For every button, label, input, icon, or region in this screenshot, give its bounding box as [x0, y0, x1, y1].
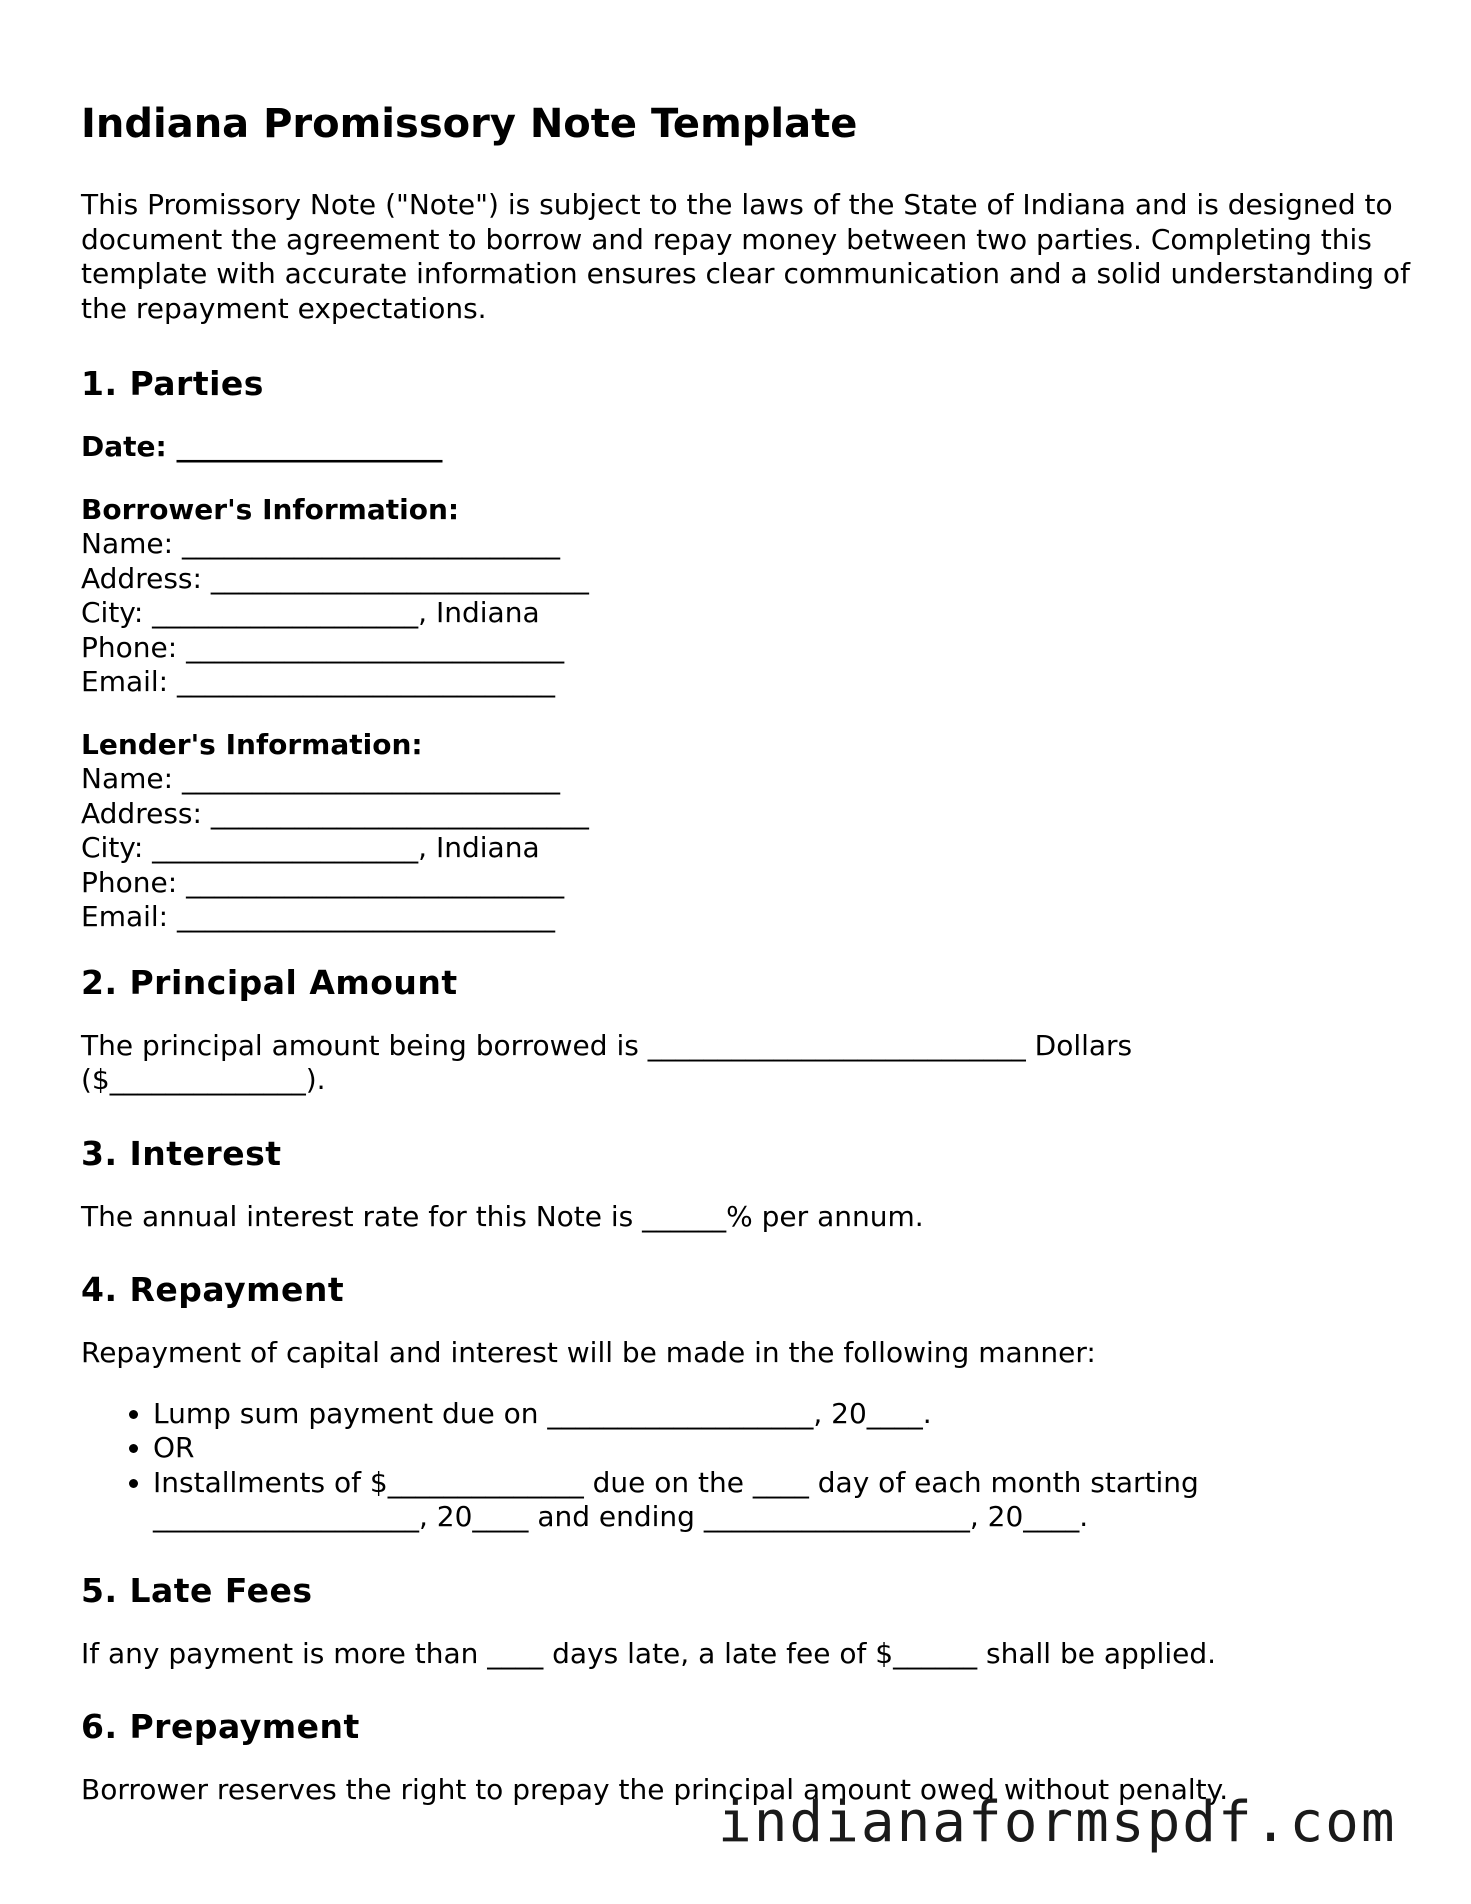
lender-heading: Lender's Information: [81, 727, 423, 761]
page-title: Indiana Promissory Note Template [81, 101, 858, 147]
principal-paragraph [81, 1029, 1411, 1098]
principal-line-1: The principal amount being borrowed is ___________________________ Dollars [81, 1028, 1133, 1062]
borrower-address-field: Address: ___________________________ [81, 561, 589, 595]
list-item: • OR [153, 1431, 1411, 1466]
lender-city-field: City: ___________________, Indiana [81, 831, 540, 864]
section-heading-parties: 1. Parties [81, 364, 264, 403]
section-heading-repayment: 4. Repayment [81, 1270, 345, 1309]
principal-line-2: ($______________). [81, 1063, 326, 1096]
lender-info-block [81, 728, 1411, 935]
date-field: Date: ___________________ [81, 430, 443, 463]
list-item: • Lump sum payment due on ___________________, 20____. [153, 1397, 1411, 1432]
borrower-email-field: Email: ___________________________ [81, 665, 556, 698]
lender-email-field: Email: ___________________________ [81, 900, 556, 933]
section-heading-interest: 3. Interest [81, 1133, 282, 1173]
repayment-paragraph: Repayment of capital and interest will be made in the following manner: [81, 1336, 1096, 1369]
section-heading-prepayment: 6. Prepayment [81, 1707, 360, 1746]
repayment-options-list [81, 1397, 1411, 1535]
borrower-heading: Borrower's Information: [81, 492, 460, 526]
lender-phone-field: Phone: ___________________________ [81, 865, 565, 899]
borrower-phone-field: Phone: ___________________________ [81, 630, 565, 664]
interest-paragraph: The annual interest rate for this Note is ______% per annum. [81, 1199, 924, 1233]
borrower-name-field: Name: ___________________________ [81, 527, 560, 560]
borrower-city-field: City: ___________________, Indiana [81, 596, 540, 629]
prepayment-paragraph: Borrower reserves the right to prepay the principal amount owed without penalty. [81, 1773, 1229, 1806]
late-fees-paragraph: If any payment is more than ____ days late, a late fee of $______ shall be applied. [81, 1636, 1217, 1670]
list-item: • Installments of $______________ due on the ____ day of each month starting ___________________, 20____ and ending ___________________, 20____. [153, 1466, 1411, 1535]
intro-paragraph: This Promissory Note ("Note") is subject to the laws of the State of Indiana and is designed to document the agreement to borrow and repay money between two parties. Completing this template with accurate information ensures clear communication and a solid understanding of the repayment expectations. [81, 188, 1410, 325]
lender-address-field: Address: ___________________________ [81, 796, 589, 830]
section-heading-principal: 2. Principal Amount [81, 962, 458, 1002]
lender-name-field: Name: ___________________________ [81, 762, 560, 795]
site-watermark: indianaformspdf.com [718, 1790, 1397, 1855]
section-heading-late-fees: 5. Late Fees [81, 1570, 313, 1610]
document-page [81, 100, 1411, 1808]
borrower-info-block [81, 493, 1411, 700]
